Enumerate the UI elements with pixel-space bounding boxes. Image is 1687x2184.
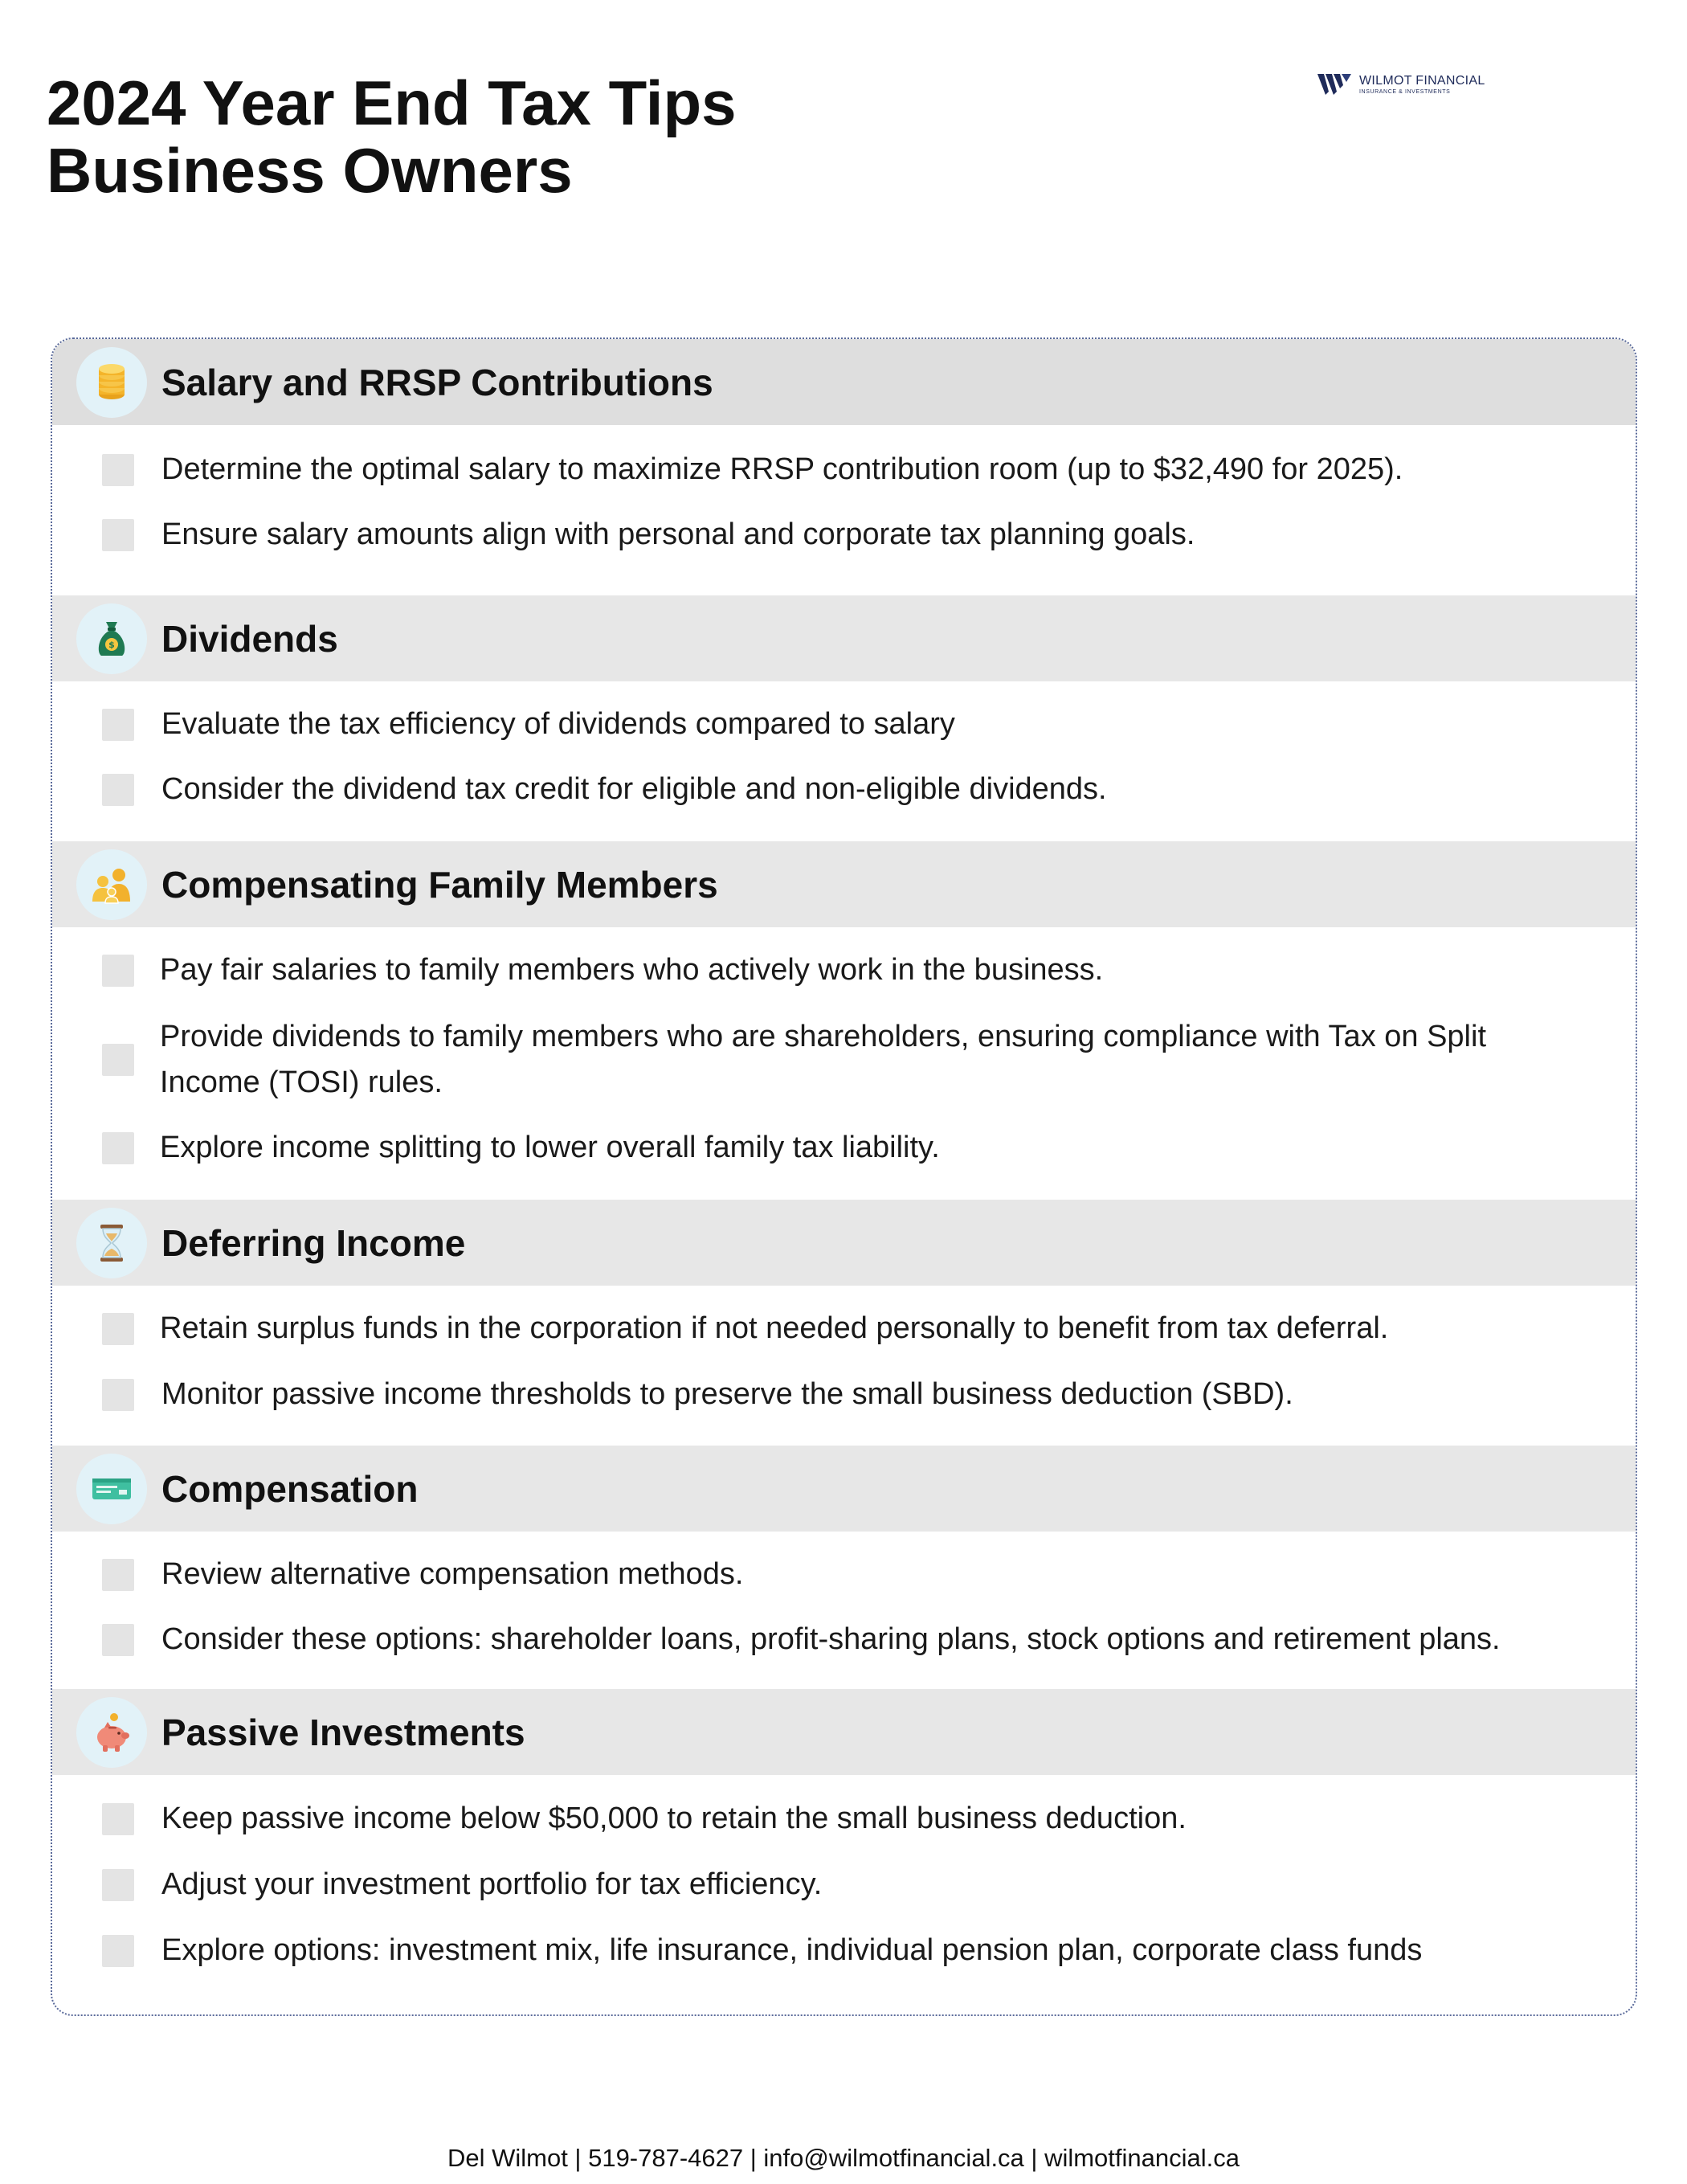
section-title: Compensation xyxy=(161,1467,419,1510)
checkbox[interactable] xyxy=(102,1869,134,1901)
list-item xyxy=(52,947,1636,993)
list-item xyxy=(52,1862,1636,1908)
family-icon xyxy=(76,849,147,920)
item-text: Review alternative compensation methods. xyxy=(161,1557,744,1591)
checkbox[interactable] xyxy=(102,1935,134,1967)
checkbox[interactable] xyxy=(102,774,134,806)
checkbox[interactable] xyxy=(102,1803,134,1835)
checkbox[interactable] xyxy=(102,519,134,551)
section-title: Dividends xyxy=(161,617,338,660)
item-text: Determine the optimal salary to maximize RRSP contribution room (up to $32,490 for 2025). xyxy=(161,452,1403,486)
checkbox[interactable] xyxy=(102,1313,134,1345)
section-header-dividends xyxy=(52,595,1636,681)
coin-stack-icon xyxy=(76,347,147,418)
contact-footer: Del Wilmot | 519-787-4627 | info@wilmotfinancial.ca | wilmotfinancial.ca xyxy=(447,2144,1240,2172)
list-item xyxy=(52,1552,1636,1597)
checkbox[interactable] xyxy=(102,454,134,486)
list-item xyxy=(52,1125,1636,1171)
section-header-passive-investments xyxy=(52,1689,1636,1775)
list-item xyxy=(52,447,1636,493)
page-title xyxy=(47,69,737,204)
checkbox[interactable] xyxy=(102,1624,134,1656)
checkbox[interactable] xyxy=(102,709,134,741)
item-text: Explore income splitting to lower overall family tax liability. xyxy=(160,1131,940,1164)
svg-text:$: $ xyxy=(108,639,115,650)
item-text: Adjust your investment portfolio for tax efficiency. xyxy=(161,1867,823,1901)
section-header-deferring-income xyxy=(52,1200,1636,1286)
checkbox[interactable] xyxy=(102,1379,134,1411)
section-title: Passive Investments xyxy=(161,1711,525,1753)
section-title: Compensating Family Members xyxy=(161,863,718,906)
title-line-2: Business Owners xyxy=(47,135,573,206)
logo-tagline: INSURANCE & INVESTMENTS xyxy=(1359,88,1451,95)
list-item xyxy=(52,1796,1636,1842)
section-title: Salary and RRSP Contributions xyxy=(161,361,713,403)
list-item xyxy=(52,1372,1636,1417)
list-item xyxy=(52,1014,1636,1106)
section-title: Deferring Income xyxy=(161,1221,466,1264)
item-text: Explore options: investment mix, life insurance, individual pension plan, corporate class funds xyxy=(161,1933,1423,1967)
item-text: Monitor passive income thresholds to preserve the small business deduction (SBD). xyxy=(161,1377,1293,1411)
money-bag-icon xyxy=(76,603,147,674)
list-item xyxy=(52,1617,1636,1663)
company-logo xyxy=(1316,71,1485,98)
title-line-1: 2024 Year End Tax Tips xyxy=(47,67,737,138)
list-item xyxy=(52,767,1636,812)
list-item xyxy=(52,1306,1636,1352)
checkbox[interactable] xyxy=(102,1044,134,1076)
list-item xyxy=(52,701,1636,747)
item-text: Evaluate the tax efficiency of dividends compared to salary xyxy=(161,707,955,741)
item-text: Consider the dividend tax credit for eligible and non-eligible dividends. xyxy=(161,772,1107,806)
list-item xyxy=(52,512,1636,558)
section-header-salary-rrsp xyxy=(52,339,1636,425)
hourglass-icon xyxy=(76,1208,147,1278)
cheque-icon xyxy=(76,1454,147,1524)
checkbox[interactable] xyxy=(102,1132,134,1164)
item-text: Provide dividends to family members who are shareholders, ensuring compliance with Tax on Split xyxy=(160,1020,1486,1053)
checklist-panel xyxy=(51,337,1637,2016)
item-text: Consider these options: shareholder loans, profit-sharing plans, stock options and retirement plans. xyxy=(161,1622,1501,1656)
checkbox[interactable] xyxy=(102,1559,134,1591)
list-item xyxy=(52,1928,1636,1973)
wilmot-logo-icon xyxy=(1316,71,1353,98)
item-text: Keep passive income below $50,000 to retain the small business deduction. xyxy=(161,1802,1187,1835)
item-text: Retain surplus funds in the corporation if not needed personally to benefit from tax deferral. xyxy=(160,1311,1389,1345)
logo-name: WILMOT FINANCIAL xyxy=(1359,73,1485,88)
item-text-continued: Income (TOSI) rules. xyxy=(160,1065,443,1099)
item-text: Pay fair salaries to family members who actively work in the business. xyxy=(160,953,1104,987)
item-text: Ensure salary amounts align with personal and corporate tax planning goals. xyxy=(161,517,1195,551)
checkbox[interactable] xyxy=(102,955,134,987)
section-header-compensation xyxy=(52,1446,1636,1532)
piggy-bank-icon xyxy=(76,1697,147,1768)
section-header-family xyxy=(52,841,1636,927)
